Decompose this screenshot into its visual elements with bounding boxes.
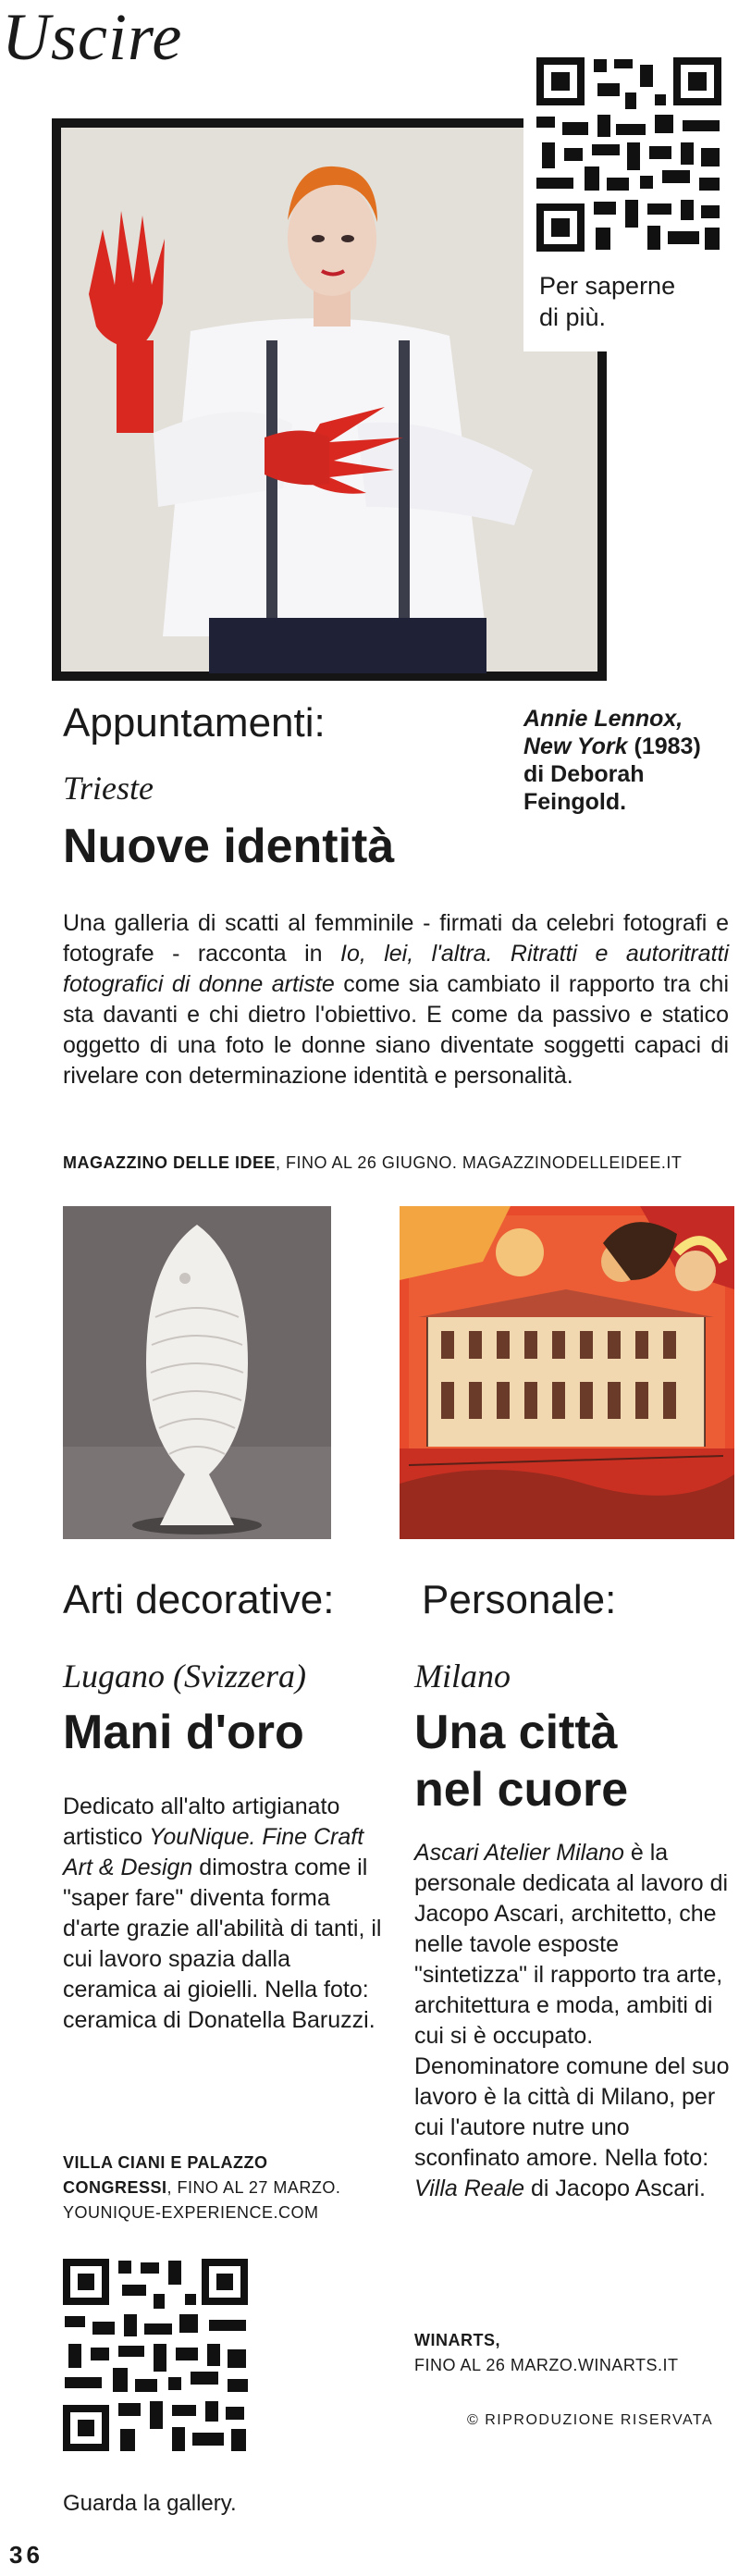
article2-headline: Mani d'oro	[63, 1706, 304, 1759]
article2-body	[63, 1792, 385, 2036]
qr-top-note-line1: Per saperne	[539, 272, 676, 300]
page-number: 36	[9, 2541, 43, 2569]
article1-body-part3: come sia cambiato il rapporto tra chi sta davanti e chi dietro l'obiettivo. E come da passivo e statico oggetto di una foto le donne siano diventate soggetti capaci di rivelare con determinazione identità e personalità.	[63, 971, 729, 1089]
article2-body-exhibition-title: YouNique. Fine Craft Art & Design	[63, 1824, 364, 1880]
article3-headline-line2: nel cuore	[414, 1763, 629, 1817]
article2-body-part1: Dedicato all'alto artigianato artistico	[63, 1793, 340, 1850]
article2-info	[63, 2151, 396, 2225]
article3-info	[414, 2328, 733, 2378]
qr-top-note	[539, 270, 675, 333]
ceramic-fish-photo	[63, 1206, 331, 1539]
qr-code-icon	[523, 46, 738, 268]
caption-line2-rest: (1983)	[627, 733, 701, 759]
qr-code-bottom-icon	[61, 2257, 252, 2456]
section-title: Uscire	[2, 0, 183, 74]
article3-body-exhibition-title: Ascari Atelier Milano	[414, 1840, 624, 1866]
hero-caption	[523, 705, 736, 816]
copyright-notice: © RIPRODUZIONE RISERVATA	[467, 2412, 714, 2428]
villa-reale-painting	[400, 1206, 734, 1539]
ceramic-fish-illustration	[63, 1206, 331, 1539]
article1-category: Appuntamenti:	[63, 700, 326, 746]
qr-bottom-note: Guarda la gallery.	[63, 2491, 237, 2516]
article1-info	[63, 1151, 738, 1176]
article3-headline	[414, 1704, 628, 1818]
article2-venue-line2: CONGRESSI	[63, 2178, 167, 2197]
article3-venue: WINARTS,	[414, 2331, 500, 2349]
article3-body-artwork-title: Villa Reale	[414, 2175, 525, 2201]
article1-body	[63, 908, 729, 1091]
qr-code-bottom[interactable]	[61, 2257, 252, 2456]
article1-city: Trieste	[63, 770, 154, 807]
article3-category: Personale:	[422, 1577, 617, 1622]
qr-top-note-line2: di più.	[539, 303, 607, 331]
article2-dates: , FINO AL 27 MARZO.	[166, 2178, 341, 2197]
article2-url[interactable]: YOUNIQUE-EXPERIENCE.COM	[63, 2203, 319, 2222]
caption-line4: Feingold.	[523, 789, 627, 815]
article1-venue: MAGAZZINO DELLE IDEE	[63, 1153, 276, 1172]
caption-line2: New York	[523, 733, 628, 759]
article2-venue-line1: VILLA CIANI E PALAZZO	[63, 2153, 268, 2172]
article1-body-exhibition-title: Io, lei, l'altra. Ritratti e autoritratti fotografici di donne artiste	[63, 941, 729, 997]
article3-body-part2: è la personale dedicata al lavoro di Jacopo Ascari, architetto, che nelle tavole esposte "sintetizza" il rapporto tra arte, architettura e moda, ambiti di cui si è occupato. Denominatore comune del suo lavoro è la città di Milano, per cui l'autore nutre uno sconfinato amore. Nella foto:	[414, 1840, 730, 2171]
caption-line1: Annie Lennox,	[523, 706, 683, 732]
qr-code-top[interactable]	[523, 46, 738, 268]
article1-dates-url[interactable]: , FINO AL 26 GIUGNO. MAGAZZINODELLEIDEE.IT	[276, 1153, 683, 1172]
article3-city: Milano	[414, 1658, 511, 1695]
article1-body-part1: Una galleria di scatti al femminile - firmati da celebri fotografi e fotografe - racconta in	[63, 910, 729, 967]
article3-headline-line1: Una città	[414, 1706, 618, 1759]
article2-body-part3: dimostra come il "saper fare" diventa forma d'arte grazie all'abilità di tanti, il cui lavoro spazia dalla ceramica ai gioielli. Nella foto: ceramica di Donatella Baruzzi.	[63, 1855, 382, 2033]
article1-headline: Nuove identità	[63, 820, 395, 873]
article3-dates-url[interactable]: FINO AL 26 MARZO.WINARTS.IT	[414, 2356, 679, 2374]
villa-reale-illustration	[400, 1206, 734, 1539]
article3-body	[414, 1838, 733, 2204]
caption-line3: di Deborah	[523, 761, 645, 787]
article2-city: Lugano (Svizzera)	[63, 1658, 306, 1695]
article2-category: Arti decorative:	[63, 1577, 335, 1622]
article3-body-part4: di Jacopo Ascari.	[524, 2175, 706, 2201]
